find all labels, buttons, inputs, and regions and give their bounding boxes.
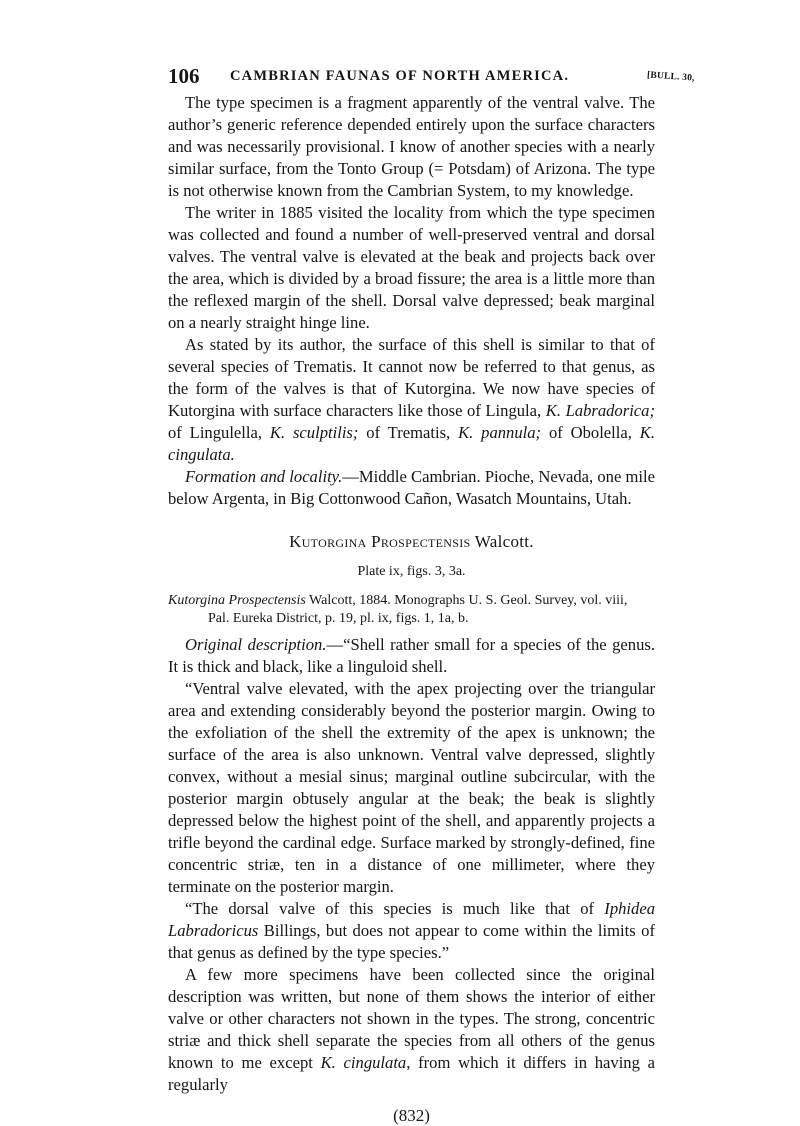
- text-run: As stated by its author, the surface of this shell is similar to that of several species of Trematis. It cannot now be referred to that genus, as the form of the valves is that of Kutorgina. We now have species of Kutorgina with surface characters like those of Lingula,: [168, 335, 655, 420]
- run-in-label: Formation and locality.: [185, 467, 343, 486]
- species-heading: [168, 532, 655, 552]
- text-run: of Lingulella,: [168, 423, 270, 442]
- paragraph-original-description: [168, 634, 655, 678]
- paragraph-formation-locality: [168, 466, 655, 510]
- species-heading-name: Kutorgina Prospectensis: [289, 532, 471, 551]
- paragraph-more-specimens: [168, 964, 655, 1096]
- folio-number: (832): [393, 1106, 430, 1125]
- species-name: K. sculptilis;: [269, 423, 359, 442]
- bulletin-reference: [BULL. 30,: [647, 70, 696, 84]
- plate-reference: Plate ix, figs. 3, 3a.: [357, 564, 466, 579]
- paragraph-type-specimen: The type specimen is a fragment apparently of the ventral valve. The author’s generic reference depended entirely upon the surface characters and was necessarily provisional. I know of another species with a nearly similar surface, from the Tonto Group (= Potsdam) of Arizona. The type is not otherwise known from the Cambrian System, to my knowledge.: [168, 93, 655, 200]
- synonymy-entry: [128, 592, 655, 628]
- text-run: “The dorsal valve of this species is much like that of: [185, 899, 605, 918]
- species-name: K. pannula;: [458, 423, 542, 442]
- text-run: —“Shell rather small for a species of the genus. It is thick and black, like a linguloid shell.: [168, 635, 655, 676]
- species-name: K. Labradorica;: [545, 401, 655, 420]
- paragraph-writer-visit: The writer in 1885 visited the locality from which the type specimen was collected and found a number of well-preserved ventral and dorsal valves. The ventral valve is elevated at the beak and projects back over the area, which is divided by a broad fissure; the area is a little more than the reflexed margin of the shell. Dorsal valve depressed; beak marginal on a nearly straight hinge line.: [168, 203, 655, 332]
- species-name: K. cingulata: [320, 1053, 407, 1072]
- synonymy-citation: Walcott, 1884. Monographs U. S. Geol. Survey, vol. viii,: [305, 593, 628, 608]
- paragraph-surface-comparison: [168, 334, 655, 466]
- page-number: 106: [168, 64, 200, 88]
- run-in-label: Original description.: [185, 635, 327, 654]
- document-page: [168, 62, 696, 1126]
- species-name: Iphidea Labradoricus: [168, 899, 655, 940]
- paragraph-dorsal-valve: [168, 898, 655, 964]
- species-heading-author: Walcott.: [474, 532, 534, 551]
- synonymy-citation-continued: Pal. Eureka District, p. 19, pl. ix, figs. 1, 1a, b.: [208, 611, 469, 626]
- paragraph-ventral-valve: “Ventral valve elevated, with the apex projecting over the triangular area and extending considerably beyond the posterior margin. Owing to the exfoliation of the shell the extremity of the apex is unknown; the surface of the area is also unknown. Ventral valve depressed, slightly convex, without a mesial sinus; marginal outline subcircular, with the posterior margin obtusely angular at the beak; the beak is slightly depressed below the highest point of the shell, and apparently projects a trifle beyond the cardinal edge. Surface marked by strongly-defined, fine concentric striæ, ten in a distance of one millimeter, where they terminate on the posterior margin.: [168, 679, 655, 896]
- text-run: , from which it differs in having a regularly: [168, 1053, 655, 1094]
- text-run: Billings, but does not appear to come within the limits of that genus as defined by the type species.”: [168, 921, 655, 962]
- synonymy-name: Kutorgina Prospectensis: [168, 593, 306, 608]
- running-head: [168, 62, 696, 92]
- running-title: CAMBRIAN FAUNAS OF NORTH AMERICA.: [230, 68, 570, 84]
- text-run: —Middle Cambrian. Pioche, Nevada, one mile below Argenta, in Big Cottonwood Cañon, Wasatch Mountains, Utah.: [168, 467, 656, 508]
- text-run: of Trematis,: [358, 423, 459, 442]
- text-run: of Obolella,: [541, 423, 640, 442]
- species-name: K. cingulata.: [168, 423, 655, 464]
- text-run: A few more specimens have been collected since the original description was written, but none of them shows the interior of either valve or other characters not shown in the types. The strong, concentric striæ and thick shell separate the species from all others of the genus known to me except: [168, 965, 655, 1072]
